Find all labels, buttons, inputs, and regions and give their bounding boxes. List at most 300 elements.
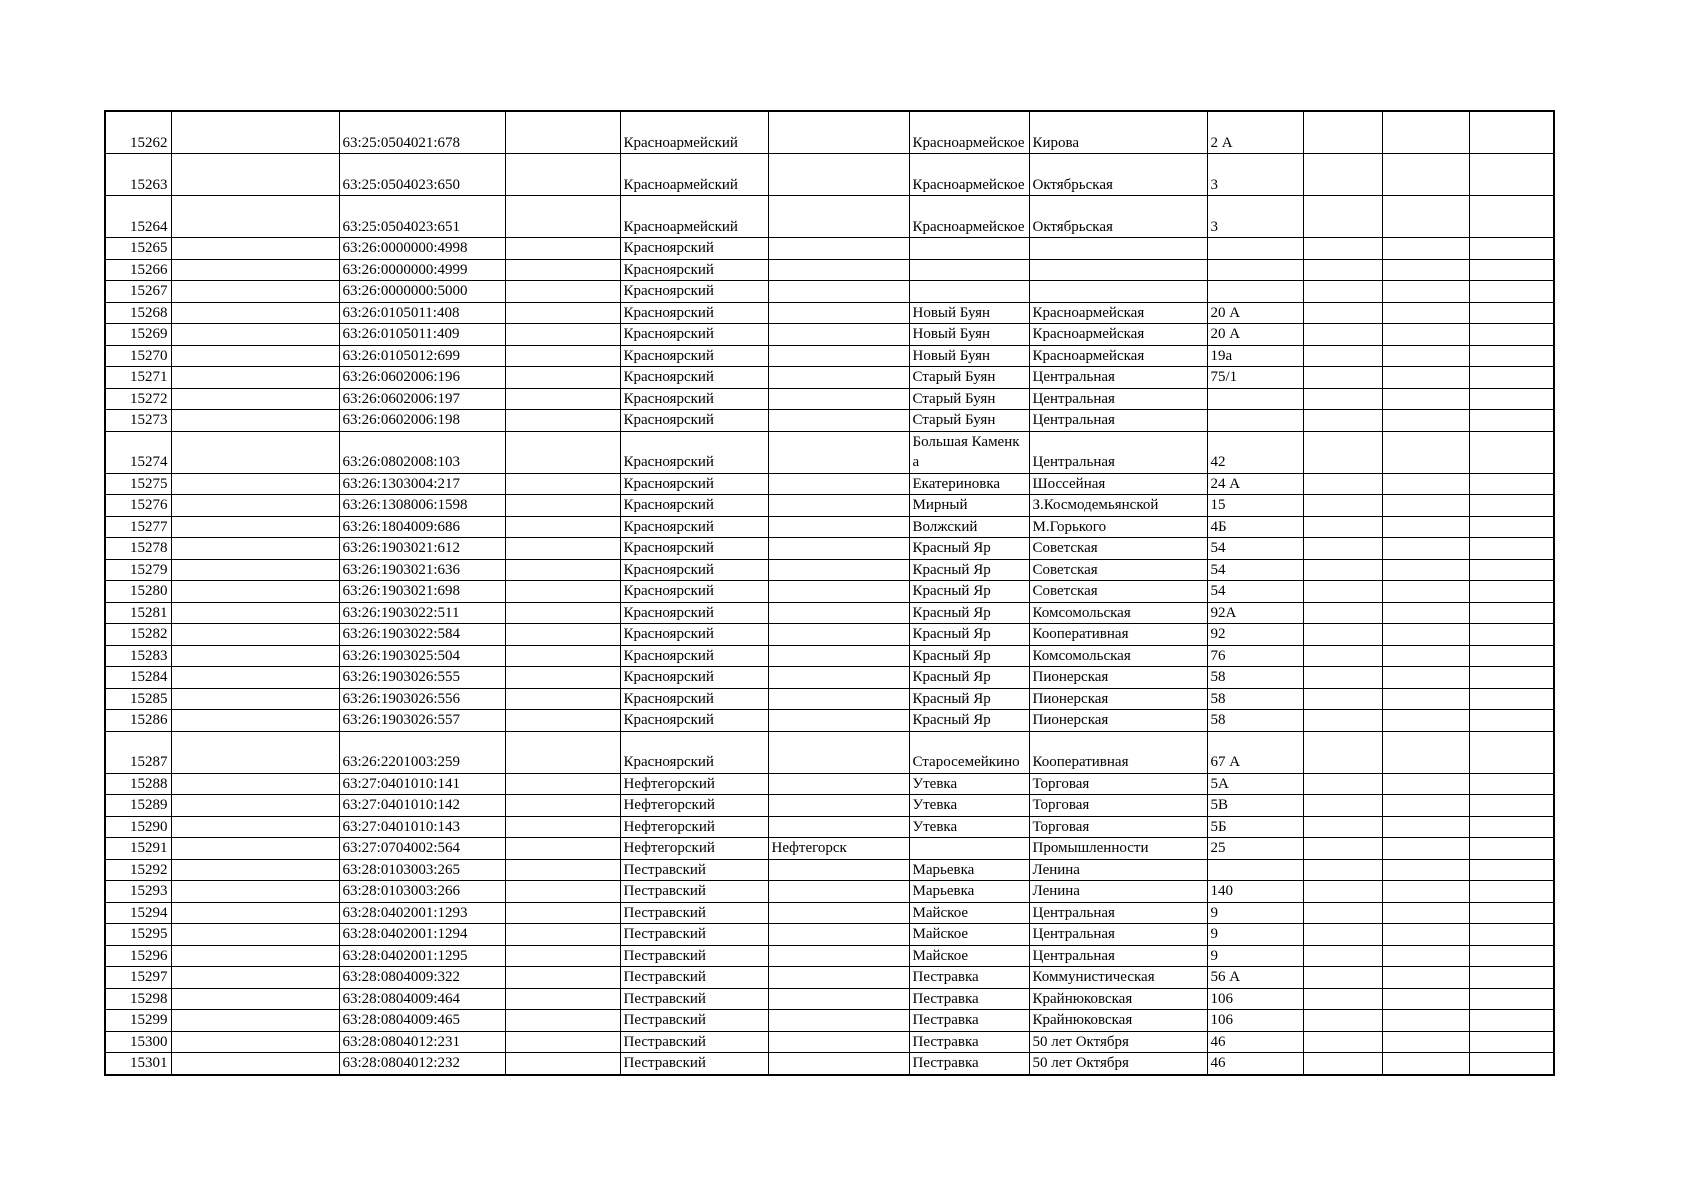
table-row [105,259,1554,281]
cadastral-number-cell: 63:26:1903021:698 [339,581,505,603]
registry-table [104,110,1555,1076]
street-cell: Центральная [1029,945,1207,967]
col-11-cell [1382,1031,1469,1053]
row-number-cell: 15286 [105,710,171,732]
row-number-cell: 15283 [105,645,171,667]
street-cell: Кирова [1029,111,1207,154]
col-11-cell [1382,111,1469,154]
col-4-cell [505,410,620,432]
district-cell: Красноярский [620,538,768,560]
row-number-cell: 15275 [105,473,171,495]
city-cell [768,559,909,581]
city-cell [768,581,909,603]
col-11-cell [1382,238,1469,260]
table-row [105,881,1554,903]
district-cell: Красноярский [620,259,768,281]
settlement-cell: Красный Яр [909,624,1029,646]
col-11-cell [1382,859,1469,881]
settlement-cell: Волжский [909,516,1029,538]
table-row [105,688,1554,710]
district-cell: Красноярский [620,731,768,773]
district-cell: Красноярский [620,688,768,710]
settlement-cell: Утевка [909,795,1029,817]
col-10-cell [1303,710,1382,732]
col-2-cell [171,345,339,367]
city-cell [768,388,909,410]
col-10-cell [1303,154,1382,196]
col-11-cell [1382,324,1469,346]
house-number-cell: 58 [1207,667,1303,689]
col-4-cell [505,710,620,732]
col-10-cell [1303,473,1382,495]
col-2-cell [171,881,339,903]
district-cell: Красноармейский [620,154,768,196]
col-12-cell [1469,388,1554,410]
table-row [105,710,1554,732]
settlement-cell: Красный Яр [909,645,1029,667]
cadastral-number-cell: 63:28:0804009:465 [339,1010,505,1032]
house-number-cell: 4Б [1207,516,1303,538]
table-row [105,154,1554,196]
street-cell: Центральная [1029,367,1207,389]
col-12-cell [1469,624,1554,646]
district-cell: Красноярский [620,281,768,303]
col-2-cell [171,495,339,517]
row-number-cell: 15280 [105,581,171,603]
col-12-cell [1469,710,1554,732]
table-row [105,410,1554,432]
cadastral-number-cell: 63:27:0401010:141 [339,773,505,795]
col-12-cell [1469,645,1554,667]
col-4-cell [505,302,620,324]
city-cell [768,667,909,689]
street-cell: Крайнюковская [1029,1010,1207,1032]
house-number-cell: 106 [1207,1010,1303,1032]
house-number-cell: 46 [1207,1053,1303,1075]
col-10-cell [1303,495,1382,517]
col-10-cell [1303,773,1382,795]
col-4-cell [505,1010,620,1032]
city-cell [768,881,909,903]
col-2-cell [171,859,339,881]
col-10-cell [1303,945,1382,967]
row-number-cell: 15277 [105,516,171,538]
city-cell [768,431,909,473]
settlement-cell: Новый Буян [909,302,1029,324]
col-11-cell [1382,881,1469,903]
col-2-cell [171,538,339,560]
table-row [105,111,1554,154]
col-11-cell [1382,559,1469,581]
col-4-cell [505,1053,620,1075]
cadastral-number-cell: 63:26:0000000:5000 [339,281,505,303]
col-4-cell [505,473,620,495]
street-cell: Торговая [1029,816,1207,838]
settlement-cell: Красный Яр [909,688,1029,710]
street-cell: Октябрьская [1029,154,1207,196]
district-cell: Нефтегорский [620,773,768,795]
row-number-cell: 15300 [105,1031,171,1053]
city-cell [768,624,909,646]
house-number-cell: 46 [1207,1031,1303,1053]
col-12-cell [1469,196,1554,238]
house-number-cell: 9 [1207,945,1303,967]
cadastral-number-cell: 63:26:0105011:408 [339,302,505,324]
district-cell: Пестравский [620,967,768,989]
col-12-cell [1469,902,1554,924]
col-12-cell [1469,516,1554,538]
col-10-cell [1303,538,1382,560]
row-number-cell: 15298 [105,988,171,1010]
col-4-cell [505,388,620,410]
row-number-cell: 15276 [105,495,171,517]
city-cell [768,710,909,732]
settlement-cell: Марьевка [909,859,1029,881]
col-2-cell [171,388,339,410]
col-4-cell [505,773,620,795]
district-cell: Пестравский [620,945,768,967]
row-number-cell: 15274 [105,431,171,473]
street-cell: Комсомольская [1029,645,1207,667]
col-4-cell [505,988,620,1010]
col-2-cell [171,902,339,924]
district-cell: Красноярский [620,345,768,367]
house-number-cell: 20 А [1207,302,1303,324]
row-number-cell: 15273 [105,410,171,432]
street-cell: 50 лет Октября [1029,1053,1207,1075]
table-row [105,1053,1554,1075]
col-11-cell [1382,816,1469,838]
row-number-cell: 15265 [105,238,171,260]
street-cell: Красноармейская [1029,345,1207,367]
col-12-cell [1469,111,1554,154]
col-2-cell [171,838,339,860]
table-row [105,816,1554,838]
col-4-cell [505,281,620,303]
col-11-cell [1382,645,1469,667]
house-number-cell: 15 [1207,495,1303,517]
row-number-cell: 15272 [105,388,171,410]
col-4-cell [505,538,620,560]
street-cell: М.Горького [1029,516,1207,538]
col-11-cell [1382,731,1469,773]
cadastral-number-cell: 63:26:0105011:409 [339,324,505,346]
cadastral-number-cell: 63:28:0804009:464 [339,988,505,1010]
col-4-cell [505,859,620,881]
street-cell: Торговая [1029,773,1207,795]
col-10-cell [1303,795,1382,817]
col-2-cell [171,581,339,603]
col-4-cell [505,367,620,389]
col-4-cell [505,602,620,624]
house-number-cell: 56 А [1207,967,1303,989]
col-4-cell [505,902,620,924]
house-number-cell [1207,281,1303,303]
col-10-cell [1303,602,1382,624]
row-number-cell: 15270 [105,345,171,367]
street-cell: Красноармейская [1029,302,1207,324]
house-number-cell: 5Б [1207,816,1303,838]
col-12-cell [1469,238,1554,260]
house-number-cell: 42 [1207,431,1303,473]
col-12-cell [1469,324,1554,346]
street-cell: Шоссейная [1029,473,1207,495]
cadastral-number-cell: 63:26:0000000:4999 [339,259,505,281]
col-10-cell [1303,881,1382,903]
col-10-cell [1303,516,1382,538]
table-row [105,324,1554,346]
district-cell: Пестравский [620,988,768,1010]
col-12-cell [1469,281,1554,303]
settlement-cell [909,281,1029,303]
street-cell: З.Космодемьянской [1029,495,1207,517]
col-2-cell [171,111,339,154]
col-11-cell [1382,581,1469,603]
row-number-cell: 15288 [105,773,171,795]
district-cell: Красноярский [620,302,768,324]
col-4-cell [505,967,620,989]
col-12-cell [1469,473,1554,495]
street-cell: Ленина [1029,859,1207,881]
table-row [105,731,1554,773]
district-cell: Красноярский [620,667,768,689]
row-number-cell: 15271 [105,367,171,389]
house-number-cell: 20 А [1207,324,1303,346]
street-cell: Пионерская [1029,688,1207,710]
col-4-cell [505,795,620,817]
district-cell: Пестравский [620,1031,768,1053]
house-number-cell: 75/1 [1207,367,1303,389]
cadastral-number-cell: 63:26:0602006:198 [339,410,505,432]
col-10-cell [1303,1053,1382,1075]
street-cell: Советская [1029,581,1207,603]
col-2-cell [171,1053,339,1075]
col-10-cell [1303,388,1382,410]
cadastral-number-cell: 63:26:1903022:511 [339,602,505,624]
col-11-cell [1382,602,1469,624]
settlement-cell: Красный Яр [909,710,1029,732]
col-4-cell [505,238,620,260]
col-11-cell [1382,945,1469,967]
col-10-cell [1303,838,1382,860]
col-4-cell [505,667,620,689]
district-cell: Красноярский [620,516,768,538]
col-11-cell [1382,410,1469,432]
row-number-cell: 15281 [105,602,171,624]
row-number-cell: 15263 [105,154,171,196]
cadastral-number-cell: 63:27:0401010:142 [339,795,505,817]
col-4-cell [505,688,620,710]
col-12-cell [1469,1010,1554,1032]
row-number-cell: 15296 [105,945,171,967]
col-12-cell [1469,1053,1554,1075]
city-cell [768,196,909,238]
col-12-cell [1469,859,1554,881]
col-2-cell [171,731,339,773]
table-row [105,238,1554,260]
col-11-cell [1382,302,1469,324]
col-10-cell [1303,1010,1382,1032]
city-cell [768,688,909,710]
cadastral-number-cell: 63:26:0105012:699 [339,345,505,367]
district-cell: Красноярский [620,581,768,603]
city-cell [768,967,909,989]
house-number-cell [1207,238,1303,260]
cadastral-number-cell: 63:26:1903021:612 [339,538,505,560]
settlement-cell: Утевка [909,816,1029,838]
settlement-cell: Красный Яр [909,581,1029,603]
cadastral-number-cell: 63:26:0602006:197 [339,388,505,410]
settlement-cell [909,838,1029,860]
district-cell: Красноярский [620,238,768,260]
district-cell: Красноярский [620,367,768,389]
col-11-cell [1382,154,1469,196]
cadastral-number-cell: 63:28:0402001:1293 [339,902,505,924]
street-cell [1029,238,1207,260]
col-11-cell [1382,967,1469,989]
city-cell [768,1053,909,1075]
district-cell: Красноармейский [620,111,768,154]
table-row [105,345,1554,367]
col-10-cell [1303,902,1382,924]
col-2-cell [171,816,339,838]
city-cell [768,154,909,196]
col-10-cell [1303,302,1382,324]
house-number-cell [1207,259,1303,281]
col-4-cell [505,645,620,667]
settlement-cell: Пестравка [909,988,1029,1010]
col-2-cell [171,988,339,1010]
col-4-cell [505,259,620,281]
col-4-cell [505,495,620,517]
col-11-cell [1382,773,1469,795]
district-cell: Красноярский [620,559,768,581]
col-11-cell [1382,1053,1469,1075]
city-cell [768,773,909,795]
house-number-cell: 92 [1207,624,1303,646]
col-11-cell [1382,473,1469,495]
city-cell [768,859,909,881]
district-cell: Нефтегорский [620,816,768,838]
col-10-cell [1303,667,1382,689]
table-row [105,624,1554,646]
settlement-cell: Большая Каменка [909,431,1029,473]
district-cell: Красноярский [620,410,768,432]
house-number-cell [1207,388,1303,410]
cadastral-number-cell: 63:28:0804009:322 [339,967,505,989]
house-number-cell: 54 [1207,559,1303,581]
street-cell: Центральная [1029,410,1207,432]
table-row [105,196,1554,238]
col-4-cell [505,881,620,903]
table-row [105,645,1554,667]
city-cell: Нефтегорск [768,838,909,860]
table-row [105,495,1554,517]
col-12-cell [1469,431,1554,473]
col-10-cell [1303,259,1382,281]
cadastral-number-cell: 63:28:0402001:1295 [339,945,505,967]
settlement-cell: Пестравка [909,967,1029,989]
house-number-cell: 58 [1207,710,1303,732]
district-cell: Нефтегорский [620,838,768,860]
col-2-cell [171,324,339,346]
city-cell [768,645,909,667]
col-12-cell [1469,795,1554,817]
col-10-cell [1303,859,1382,881]
row-number-cell: 15291 [105,838,171,860]
col-2-cell [171,238,339,260]
district-cell: Красноармейский [620,196,768,238]
settlement-cell: Старый Буян [909,410,1029,432]
col-10-cell [1303,324,1382,346]
col-11-cell [1382,281,1469,303]
col-4-cell [505,516,620,538]
col-11-cell [1382,259,1469,281]
district-cell: Нефтегорский [620,795,768,817]
col-4-cell [505,924,620,946]
street-cell: Торговая [1029,795,1207,817]
cadastral-number-cell: 63:26:1903026:556 [339,688,505,710]
col-12-cell [1469,495,1554,517]
col-11-cell [1382,431,1469,473]
table-row [105,988,1554,1010]
street-cell: Крайнюковская [1029,988,1207,1010]
street-cell: Центральная [1029,902,1207,924]
district-cell: Красноярский [620,431,768,473]
cadastral-number-cell: 63:27:0401010:143 [339,816,505,838]
col-2-cell [171,795,339,817]
row-number-cell: 15279 [105,559,171,581]
settlement-cell: Утевка [909,773,1029,795]
settlement-cell [909,259,1029,281]
col-2-cell [171,967,339,989]
row-number-cell: 15301 [105,1053,171,1075]
street-cell: Промышленности [1029,838,1207,860]
row-number-cell: 15285 [105,688,171,710]
col-4-cell [505,581,620,603]
street-cell [1029,281,1207,303]
table-row [105,902,1554,924]
district-cell: Красноярский [620,645,768,667]
col-10-cell [1303,624,1382,646]
col-11-cell [1382,667,1469,689]
col-2-cell [171,154,339,196]
col-10-cell [1303,816,1382,838]
table-row [105,388,1554,410]
house-number-cell: 58 [1207,688,1303,710]
settlement-cell: Старый Буян [909,388,1029,410]
row-number-cell: 15297 [105,967,171,989]
col-12-cell [1469,410,1554,432]
col-10-cell [1303,688,1382,710]
col-12-cell [1469,367,1554,389]
settlement-cell: Марьевка [909,881,1029,903]
cadastral-number-cell: 63:28:0804012:231 [339,1031,505,1053]
settlement-cell: Мирный [909,495,1029,517]
settlement-cell: Старосемейкино [909,731,1029,773]
col-4-cell [505,431,620,473]
col-2-cell [171,410,339,432]
row-number-cell: 15269 [105,324,171,346]
district-cell: Пестравский [620,1053,768,1075]
district-cell: Красноярский [620,710,768,732]
row-number-cell: 15278 [105,538,171,560]
col-2-cell [171,667,339,689]
col-12-cell [1469,945,1554,967]
cadastral-number-cell: 63:26:1903021:636 [339,559,505,581]
street-cell: Ленина [1029,881,1207,903]
col-4-cell [505,111,620,154]
